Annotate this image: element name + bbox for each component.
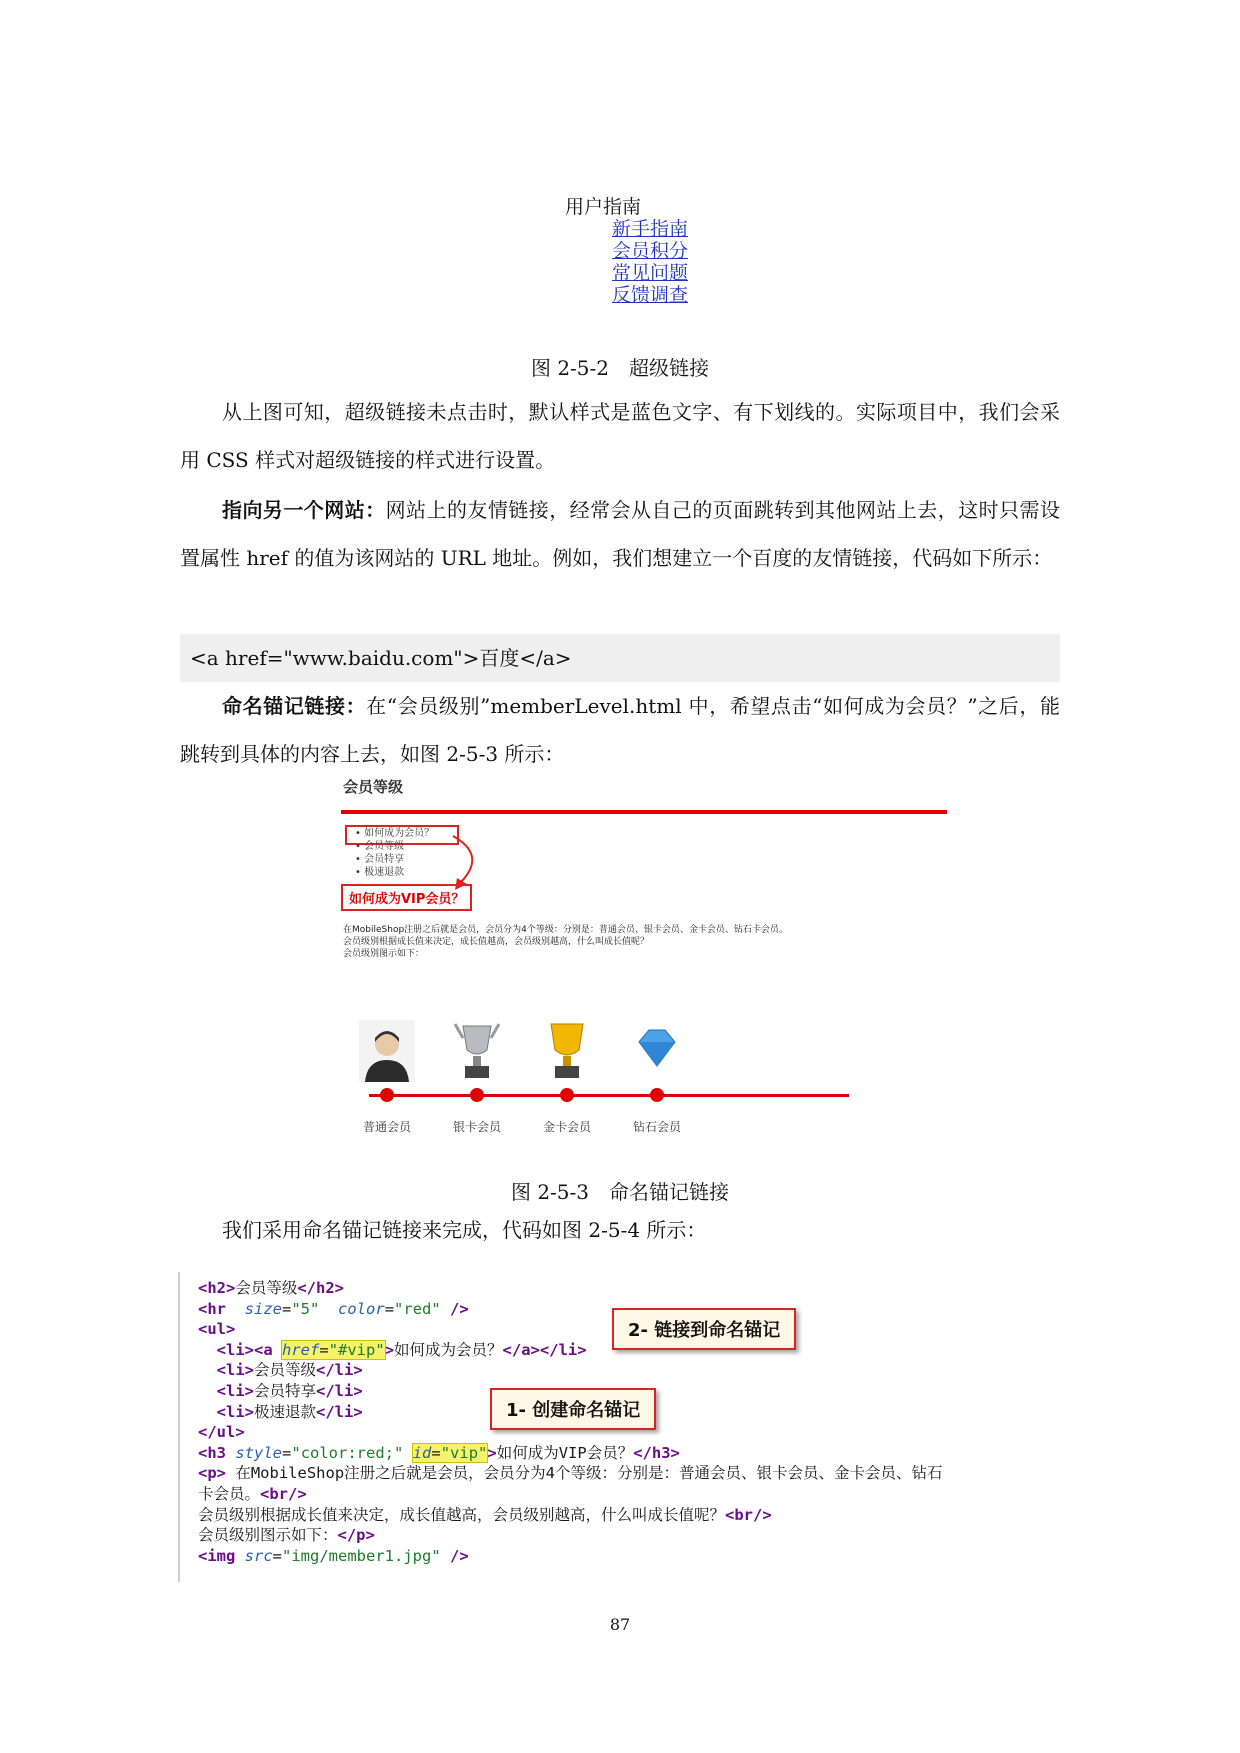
figure-caption-2-5-2: 图 2-5-2 超级链接	[530, 356, 710, 380]
figure-hyperlink-demo	[565, 196, 688, 306]
menu-item-refund[interactable]: • 极速退款	[355, 866, 434, 879]
menu-item-become-member[interactable]: • 如何成为会员？	[355, 827, 434, 840]
person-avatar-icon	[359, 1020, 415, 1082]
page-number: 87	[609, 1615, 631, 1634]
level-label: 银卡会员	[452, 1120, 501, 1134]
paragraph-2	[180, 486, 1060, 582]
silver-trophy-icon	[449, 1020, 505, 1082]
paragraph-4: 我们采用命名锚记链接来完成，代码如图 2-5-4 所示：	[222, 1218, 707, 1242]
desc-line: 会员级别根据成长值来决定，成长值越高，会员级别越高，什么叫成长值呢？	[343, 937, 650, 947]
link-member-points[interactable]: 会员积分	[612, 240, 689, 262]
code-text: 会员级别根据成长值来决定，成长值越高，会员级别越高，什么叫成长值呢？	[198, 1505, 726, 1524]
code-text: 会员级别图示如下：	[198, 1526, 338, 1545]
timeline-dot	[470, 1088, 484, 1102]
diamond-icon	[629, 1020, 685, 1082]
link-faq[interactable]: 常见问题	[612, 262, 689, 284]
link-newbie-guide[interactable]: 新手指南	[612, 218, 689, 240]
level-timeline	[369, 1094, 849, 1097]
level-label: 普通会员	[362, 1120, 411, 1134]
paragraph-2-lead: 指向另一个网站：	[222, 498, 386, 522]
member-level-title: 会员等级	[343, 778, 404, 796]
gold-trophy-icon	[539, 1020, 595, 1082]
menu-item-perks[interactable]: • 会员特享	[355, 853, 434, 866]
code-text: 会员等级	[254, 1361, 317, 1380]
code-text: 在MobileShop注册之后就是会员，会员分为4个等级：分别是：普通会员、银卡会员、金卡会员、钻石	[226, 1464, 943, 1483]
code-block: <h2>会员等级</h2> <hr size="5" color="red" /> <ul> <li><a href="#vip">如何成为会员？</a></li> <li>会员等级</li> <li>会员特享</li> <li>极速退款</li> </ul> <h3 style="color:red;" id="vip">如何成为VIP会员？</h3> <p> 在MobileShop注册之后就是会员，会员分为4个等级：分别是：普通会员、银卡会员、金卡会员、钻石 卡会员。<br/> 会员级别根据成长值来决定，成长值越高，会员级别越高，什么叫成长值呢？<br/> 会员级别图示如下：</p> <img src="img/member1.jpg" />	[198, 1279, 943, 1565]
code-text: 如何成为会员？	[394, 1340, 503, 1359]
paragraph-1: 从上图可知，超级链接未点击时，默认样式是蓝色文字、有下划线的。实际项目中，我们会采用 CSS 样式对超级链接的样式进行设置。	[180, 400, 1060, 472]
code-text: 极速退款	[254, 1402, 317, 1421]
desc-line: 在MobileShop注册之后就是会员，会员分为4个等级：分别是：普通会员、银卡会员、金卡会员、钻石卡会员。	[343, 925, 788, 935]
code-text: 卡会员。	[198, 1484, 261, 1503]
member-level-screenshot	[337, 770, 957, 1146]
red-divider	[341, 810, 947, 814]
timeline-dot	[380, 1088, 394, 1102]
desc-line: 会员级别图示如下：	[343, 949, 425, 959]
link-feedback[interactable]: 反馈调查	[612, 284, 689, 306]
code-text: 会员等级	[235, 1279, 298, 1297]
paragraph-2-body: 网站上的友情链接，经常会从自己的页面跳转到其他网站上去，这时只需设置属性 href 的值为该网站的 URL 地址。例如，我们想建立一个百度的友情链接，代码如下所示：	[180, 498, 1061, 570]
callout-link-to-anchor: 2- 链接到命名锚记	[612, 1308, 796, 1350]
paragraph-3-lead: 命名锚记链接：	[222, 694, 367, 718]
member-description	[343, 924, 903, 960]
code-screenshot	[178, 1272, 1075, 1582]
code-example-baidu: <a href="www.baidu.com">百度</a>	[180, 634, 1060, 682]
timeline-dot	[650, 1088, 664, 1102]
figure-caption-2-5-3: 图 2-5-3 命名锚记链接	[510, 1180, 730, 1204]
level-label: 钻石会员	[632, 1120, 681, 1134]
vip-anchor-heading: 如何成为VIP会员？	[341, 884, 472, 911]
level-label: 金卡会员	[542, 1120, 591, 1134]
paragraph-3-body: 在“会员级别”memberLevel.html 中，希望点击“如何成为会员？”之后，能跳转到具体的内容上去，如图 2-5-3 所示：	[180, 694, 1060, 766]
callout-create-anchor: 1- 创建命名锚记	[490, 1388, 656, 1430]
menu-item-levels[interactable]: • 会员等级	[355, 840, 434, 853]
code-text: 如何成为VIP会员？	[496, 1443, 634, 1462]
paragraph-3	[180, 682, 1060, 778]
timeline-dot	[560, 1088, 574, 1102]
user-guide-heading: 用户指南	[565, 196, 642, 218]
code-text: 会员特享	[254, 1381, 317, 1400]
